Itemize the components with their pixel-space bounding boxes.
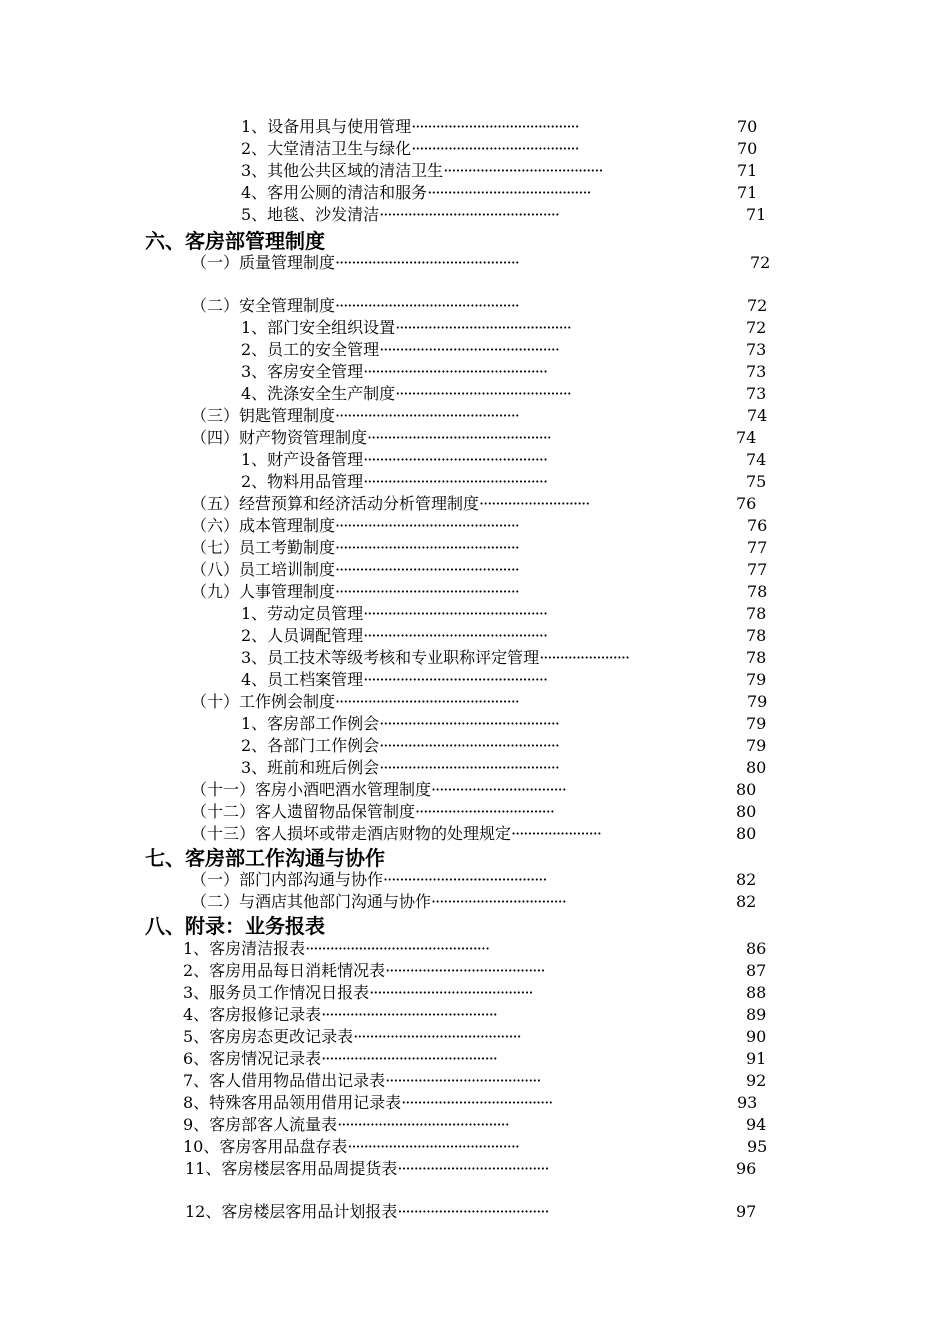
toc-entry[interactable] [191,406,767,426]
toc-entry[interactable] [241,318,766,338]
toc-entry-title: 1、财产设备管理 [241,450,364,469]
toc-page-number: 76 [736,494,757,513]
toc-entry[interactable] [241,736,766,756]
toc-entry-title: 10、客房客用品盘存表 [183,1137,348,1156]
toc-leader-dots: ············································ [379,340,559,359]
toc-entry[interactable] [241,362,766,382]
toc-entry-title: 2、客房用品每日消耗情况表 [183,961,386,980]
toc-page-number: 78 [746,648,767,667]
toc-entry[interactable] [183,1027,766,1047]
toc-page-number: 71 [737,183,758,202]
toc-page-number: 75 [746,472,767,491]
toc-entry[interactable] [241,205,766,225]
toc-page-number: 73 [746,384,767,403]
toc-page-number: 78 [746,626,767,645]
toc-page-number: 71 [746,205,767,224]
toc-entry[interactable] [241,714,766,734]
toc-leader-dots: ····································· [397,1202,549,1221]
toc-page-number: 91 [746,1049,767,1068]
toc-entry-title: 12、客房楼层客用品计划报表 [185,1202,398,1221]
toc-page-number: 89 [746,1005,767,1024]
toc-page-number: 79 [746,714,767,733]
toc-leader-dots: ··········································· [395,384,571,403]
toc-page-number: 86 [746,939,767,958]
toc-leader-dots: ············································· [335,692,519,711]
toc-entry[interactable] [183,1093,757,1113]
toc-entry[interactable] [241,604,766,624]
toc-entry-title: 2、员工的安全管理 [241,340,380,359]
toc-entry[interactable] [241,626,766,646]
toc-entry-title: 3、其他公共区域的清洁卫生 [241,161,444,180]
toc-entry-title: 3、班前和班后例会 [241,758,380,777]
toc-leader-dots: ············································· [335,560,519,579]
toc-entry[interactable] [183,983,766,1003]
toc-entry-title: 1、客房部工作例会 [241,714,380,733]
toc-leader-dots: ····································· [401,1093,553,1112]
toc-leader-dots: ································· [431,780,566,799]
toc-leader-dots: ·········································· [337,1115,509,1134]
toc-page-number: 80 [736,780,757,799]
toc-page-number: 82 [736,870,757,889]
toc-leader-dots: ····································· [397,1159,549,1178]
toc-entry[interactable] [191,494,756,514]
toc-entry[interactable] [191,692,767,712]
toc-entry-title: 9、客房部客人流量表 [183,1115,338,1134]
toc-entry-title: （十一）客房小酒吧酒水管理制度 [191,780,432,799]
toc-leader-dots: ············································· [335,582,519,601]
toc-entry-title: （六）成本管理制度 [191,516,336,535]
toc-page-number: 74 [746,450,767,469]
toc-page-number: 92 [746,1071,767,1090]
toc-entry[interactable] [185,1159,756,1179]
toc-entry-title: 4、员工档案管理 [241,670,364,689]
toc-leader-dots: ············································ [379,714,559,733]
toc-leader-dots: ········································ [369,983,533,1002]
toc-entry[interactable] [241,161,757,181]
toc-page-number: 71 [737,161,758,180]
toc-leader-dots: ········································· [353,1027,521,1046]
toc-entry-title: （十三）客人损坏或带走酒店财物的处理规定 [191,824,512,843]
toc-entry[interactable] [241,117,757,137]
toc-page-number: 73 [746,362,767,381]
toc-page-number: 94 [746,1115,767,1134]
toc-leader-dots: ············································· [363,604,548,623]
toc-page-number: 72 [746,318,767,337]
toc-leader-dots: ············································· [363,450,548,469]
toc-page-number: 96 [736,1159,757,1178]
toc-page-number: 82 [736,892,757,911]
toc-entry-title: （七）员工考勤制度 [191,538,336,557]
toc-entry-title: （一）质量管理制度 [191,253,336,272]
toc-entry[interactable] [183,1115,766,1135]
toc-entry-title: （二）安全管理制度 [191,296,336,315]
toc-entry[interactable] [183,1005,766,1025]
toc-entry[interactable] [191,892,756,912]
toc-leader-dots: ··························· [479,494,590,513]
toc-page-number: 80 [736,824,757,843]
toc-entry-title: 3、服务员工作情况日报表 [183,983,370,1002]
toc-leader-dots: ········································· [411,117,579,136]
toc-entry-title: 2、人员调配管理 [241,626,364,645]
toc-leader-dots: ······································ [385,1071,541,1090]
toc-entry-title: （十二）客人遗留物品保管制度 [191,802,416,821]
toc-entry[interactable] [191,428,756,448]
toc-leader-dots: ······································· [443,161,603,180]
toc-leader-dots: ············································ [379,758,559,777]
toc-entry[interactable] [191,802,756,822]
toc-page-number: 97 [736,1202,757,1221]
toc-page-number: 93 [737,1093,758,1112]
toc-entry-title: （一）部门内部沟通与协作 [191,870,384,889]
toc-page-number: 72 [750,253,771,272]
toc-entry[interactable] [191,870,756,890]
toc-entry[interactable] [183,1137,767,1157]
toc-page-number: 90 [746,1027,767,1046]
toc-entry[interactable] [241,648,766,668]
toc-entry-title: （二）与酒店其他部门沟通与协作 [191,892,432,911]
toc-leader-dots: ············································· [363,626,548,645]
toc-entry-title: 11、客房楼层客用品周提货表 [185,1159,398,1178]
toc-page-number: 73 [746,340,767,359]
toc-leader-dots: ············································· [363,670,548,689]
toc-entry-title: （四）财产物资管理制度 [191,428,368,447]
toc-entry[interactable] [191,253,770,273]
toc-page-number: 74 [736,428,757,447]
toc-entry-title: 4、洗涤安全生产制度 [241,384,396,403]
toc-page-number: 88 [746,983,767,1002]
toc-leader-dots: ······················ [539,648,630,667]
toc-leader-dots: ············································· [335,296,519,315]
toc-leader-dots: ·········································· [347,1137,519,1156]
toc-page-number: 95 [747,1137,768,1156]
toc-page-number: 70 [737,139,758,158]
section-heading: 六、客房部管理制度 [145,229,325,253]
section-heading: 八、附录：业务报表 [145,914,325,938]
toc-leader-dots: ············································· [335,516,519,535]
toc-entry[interactable] [241,670,766,690]
toc-leader-dots: ··········································· [395,318,571,337]
toc-entry[interactable] [191,516,767,536]
toc-entry-title: 2、各部门工作例会 [241,736,380,755]
toc-page-number: 76 [747,516,768,535]
toc-leader-dots: ······································· [385,961,545,980]
toc-entry[interactable] [191,780,756,800]
toc-page-number: 77 [747,538,768,557]
toc-leader-dots: ············································· [335,538,519,557]
toc-page-number: 70 [737,117,758,136]
section-heading: 七、客房部工作沟通与协作 [145,846,385,870]
toc-entry-title: （五）经营预算和经济活动分析管理制度 [191,494,480,513]
toc-entry-title: 2、大堂清洁卫生与绿化 [241,139,412,158]
toc-entry-title: 1、设备用具与使用管理 [241,117,412,136]
toc-entry-title: 4、客房报修记录表 [183,1005,322,1024]
toc-entry-title: 3、客房安全管理 [241,362,364,381]
toc-leader-dots: ············································ [379,736,559,755]
toc-page-number: 74 [747,406,768,425]
toc-page-number: 80 [736,802,757,821]
toc-leader-dots: ······················ [511,824,601,843]
toc-entry[interactable] [191,582,767,602]
toc-entry-title: 1、客房清洁报表 [183,939,306,958]
toc-leader-dots: ··········································· [321,1049,497,1068]
toc-entry-title: （三）钥匙管理制度 [191,406,336,425]
toc-entry[interactable] [191,560,767,580]
toc-entry-title: 6、客房情况记录表 [183,1049,322,1068]
toc-entry[interactable] [241,183,757,203]
toc-entry[interactable] [183,961,766,981]
toc-entry-title: 2、物料用品管理 [241,472,364,491]
toc-leader-dots: ·································· [415,802,554,821]
toc-entry-title: 3、员工技术等级考核和专业职称评定管理 [241,648,540,667]
toc-entry-title: 1、劳动定员管理 [241,604,364,623]
toc-entry-title: （十）工作例会制度 [191,692,336,711]
toc-leader-dots: ············································· [363,472,548,491]
toc-entry-title: 4、客用公厕的清洁和服务 [241,183,428,202]
toc-page-number: 77 [747,560,768,579]
toc-entry-title: 1、部门安全组织设置 [241,318,396,337]
toc-entry[interactable] [191,824,756,844]
toc-leader-dots: ············································· [363,362,548,381]
toc-leader-dots: ············································· [305,939,490,958]
toc-entry-title: 7、客人借用物品借出记录表 [183,1071,386,1090]
toc-leader-dots: ········································ [427,183,591,202]
toc-entry[interactable] [241,758,766,778]
toc-entry[interactable] [183,939,766,959]
toc-page-number: 78 [747,582,768,601]
toc-leader-dots: ············································· [335,253,519,272]
toc-page-number: 79 [746,670,767,689]
toc-leader-dots: ············································ [379,205,559,224]
toc-entry[interactable] [241,340,766,360]
toc-leader-dots: ································· [431,892,566,911]
toc-leader-dots: ············································· [367,428,551,447]
toc-entry[interactable] [183,1049,766,1069]
toc-entry[interactable] [183,1071,766,1091]
toc-entry[interactable] [241,384,766,404]
toc-entry[interactable] [241,139,757,159]
toc-entry[interactable] [241,472,766,492]
toc-entry[interactable] [191,296,767,316]
toc-page-number: 79 [746,736,767,755]
toc-page-number: 80 [746,758,767,777]
toc-page-number: 79 [747,692,768,711]
toc-entry[interactable] [185,1202,756,1222]
toc-entry-title: （九）人事管理制度 [191,582,336,601]
toc-entry-title: 5、客房房态更改记录表 [183,1027,354,1046]
toc-leader-dots: ············································· [335,406,519,425]
toc-entry[interactable] [241,450,766,470]
toc-page-number: 72 [747,296,768,315]
toc-entry-title: （八）员工培训制度 [191,560,336,579]
toc-leader-dots: ··········································· [321,1005,497,1024]
toc-page-number: 87 [746,961,767,980]
toc-leader-dots: ········································· [411,139,579,158]
toc-page-number: 78 [746,604,767,623]
toc-entry-title: 8、特殊客用品领用借用记录表 [183,1093,402,1112]
toc-leader-dots: ········································ [383,870,547,889]
toc-entry-title: 5、地毯、沙发清洁 [241,205,380,224]
toc-entry[interactable] [191,538,767,558]
